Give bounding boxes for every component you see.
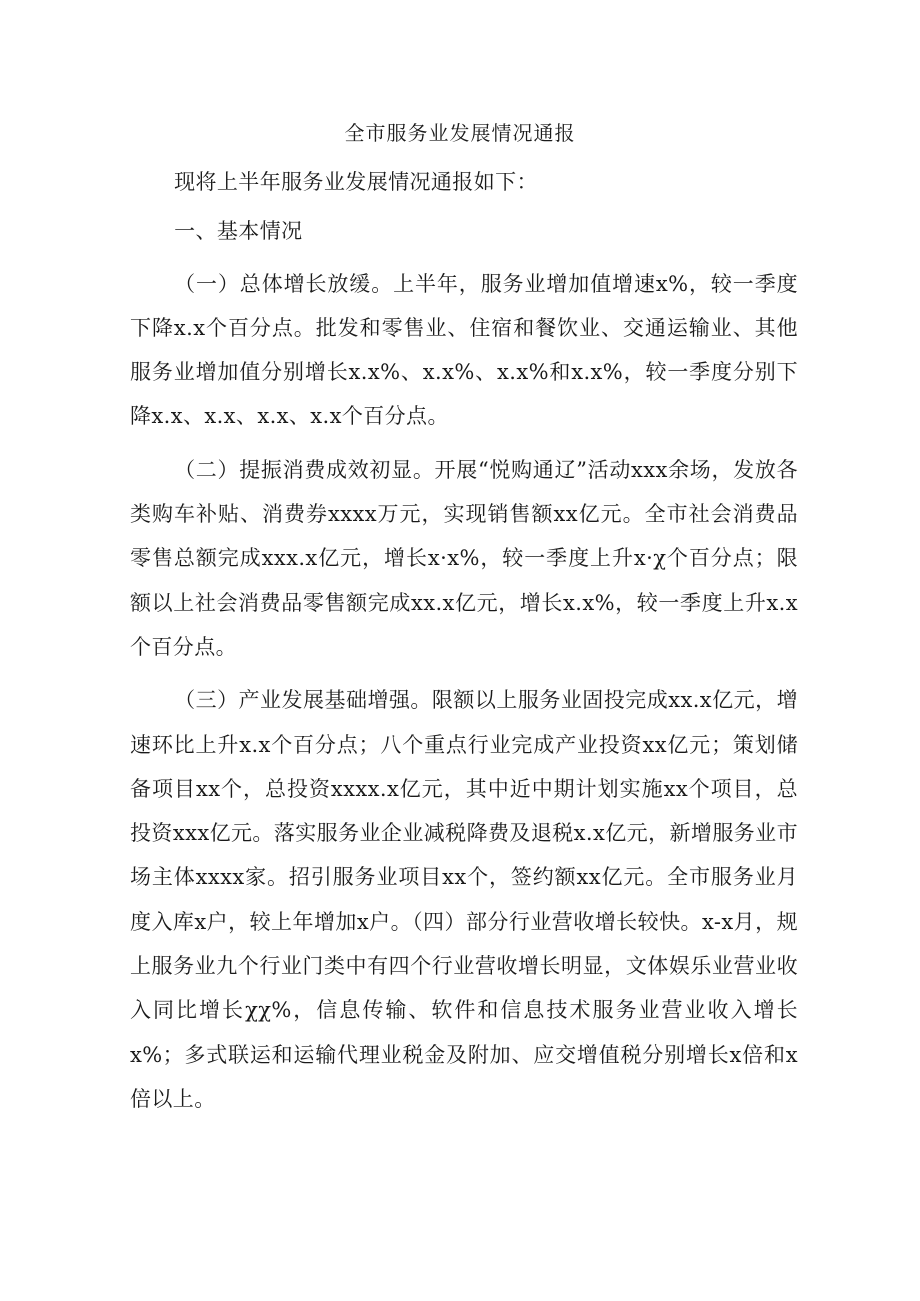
section-heading: 一、基本情况	[174, 219, 303, 244]
intro-paragraph: 现将上半年服务业发展情况通报如下：	[174, 170, 538, 194]
paragraph-overall-growth: （一）总体增长放缓。上半年，服务业增加值增速x%，较一季度下降x.x个百分点。批发和零售业、住宿和餐饮业、交通运输业、其他服务业增加值分别增长x.x%、x.x%、x.x%和x.x%，较一季度分别下降x.x、x.x、x.x、x.x个百分点。	[130, 271, 798, 429]
document-body	[130, 160, 798, 1130]
document-title: 全市服务业发展情况通报	[344, 121, 576, 145]
paragraph-consumption: （二）提振消费成效初显。开展“悦购通辽”活动xxx余场，发放各类购车补贴、消费券xxxx万元，实现销售额xx亿元。全市社会消费品零售总额完成xxx.x亿元，增长x·x%，较一季度上升x·χ个百分点；限额以上社会消费品零售额完成xx.x亿元，增长x.x%，较一季度上升x.x个百分点。	[130, 457, 798, 659]
paragraph-industry-foundation: （三）产业发展基础增强。限额以上服务业固投完成xx.x亿元，增速环比上升x.x个百分点；八个重点行业完成产业投资xx亿元；策划储备项目xx个，总投资xxxx.x亿元，其中近中期计划实施xx个项目，总投资xxx亿元。落实服务业企业减税降费及退税x.x亿元，新增服务业市场主体xxxx家。招引服务业项目xx个，签约额xx亿元。全市服务业月度入库x户，较上年增加x户。（四）部分行业营收增长较快。x-x月，规上服务业九个行业门类中有四个行业营收增长明显，文体娱乐业营业收入同比增长χχ%，信息传输、软件和信息技术服务业营业收入增长x%；多式联运和运输代理业税金及附加、应交增值税分别增长x倍和x倍以上。	[130, 688, 798, 1111]
